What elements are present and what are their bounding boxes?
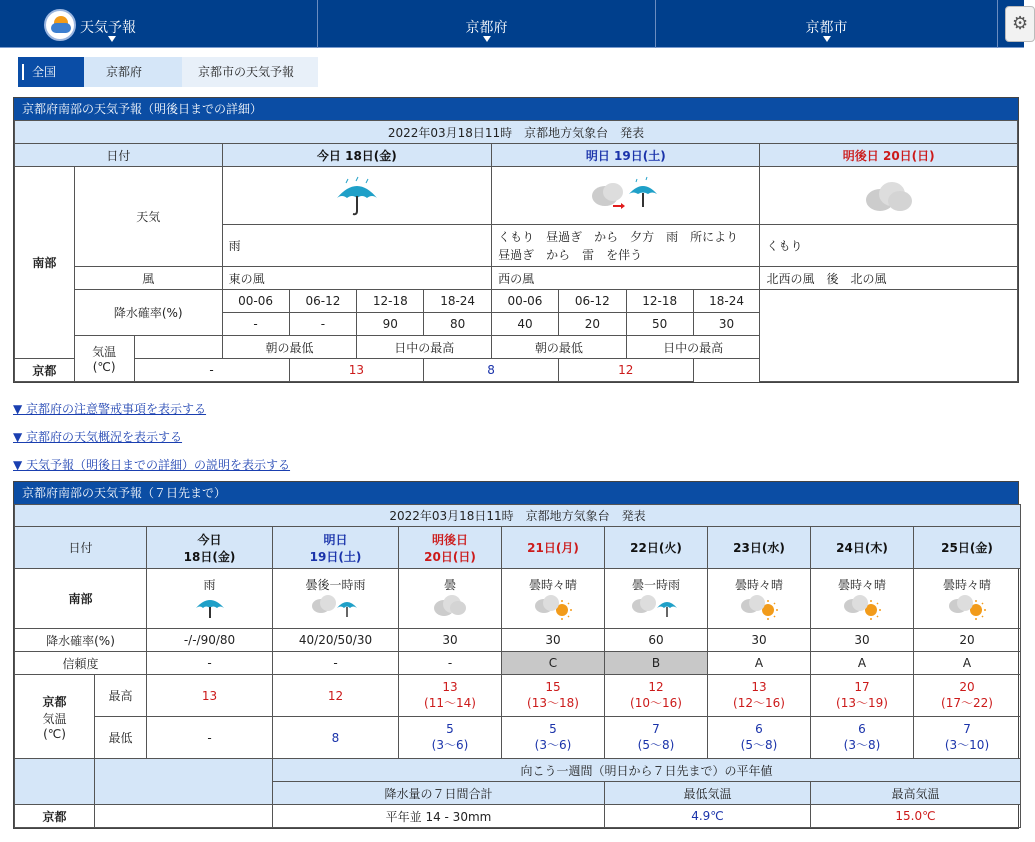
weekly-pop-value: 60 [605, 629, 708, 652]
weekly-weather: 曇時々晴 [708, 569, 811, 629]
region-label: 南部 [15, 167, 75, 359]
normal-heading: 向こう一週間（明日から７日先まで）の平年値 [273, 759, 1021, 782]
cloud-then-rain-icon [591, 176, 661, 216]
normal-col-precip: 降水量の７日間合計 [273, 782, 605, 805]
link-detail-explanation[interactable]: ▼ 天気予報（明後日までの詳細）の説明を表示する [13, 458, 291, 472]
temp-head: 朝の最低 [222, 336, 357, 359]
top-nav [0, 0, 1029, 48]
pop-time: 12-18 [626, 290, 693, 313]
normal-col-max: 最高気温 [811, 782, 1021, 805]
weekly-pop-value: -/-/90/80 [147, 629, 273, 652]
weekly-weather: 曇 [399, 569, 502, 629]
cloud-icon [433, 593, 467, 617]
weather-icon-tomorrow [492, 167, 760, 225]
weekly-rel-value: - [273, 652, 399, 675]
weekly-min-value: 6 (3～8) [811, 717, 914, 759]
weekly-rel-value: B [605, 652, 708, 675]
pop-time: 18-24 [693, 290, 760, 313]
weekly-title: 京都府南部の天気予報（７日先まで） [14, 482, 1018, 504]
weather-logo-icon [44, 9, 76, 41]
temp-head: 日中の最高 [626, 336, 760, 359]
cloud-rain-icon [631, 593, 681, 619]
weekly-min-value: 7 (3～10) [914, 717, 1021, 759]
weekly-max-value: 15 (13～18) [502, 675, 605, 717]
wind-tomorrow: 西の風 [492, 267, 760, 290]
detail-table [14, 120, 1018, 382]
pop-value: - [289, 313, 357, 336]
chevron-down-icon [108, 36, 116, 42]
weather-text-today: 雨 [222, 225, 491, 267]
pop-value: 80 [424, 313, 492, 336]
umbrella-rain-icon [334, 176, 380, 216]
nav-pref-menu[interactable] [318, 0, 656, 48]
weekly-day-header: 25日(金) [914, 527, 1021, 569]
breadcrumb-current: 京都市の天気予報 [182, 57, 318, 87]
pop-value: 20 [558, 313, 626, 336]
day-tomorrow: 明日 19日(土) [492, 144, 760, 167]
weekly-forecast-panel [13, 481, 1019, 829]
weekly-weather: 曇一時雨 [605, 569, 708, 629]
link-warnings[interactable]: ▼ 京都府の注意警戒事項を表示する [13, 402, 207, 416]
detail-issued: 2022年03月18日11時 京都地方気象台 発表 [15, 121, 1018, 144]
settings-icon[interactable]: ⚙ [1005, 6, 1035, 42]
weekly-rel-value: - [399, 652, 502, 675]
weekly-rel-value: - [147, 652, 273, 675]
pop-time: 06-12 [558, 290, 626, 313]
cloud-sun-icon [534, 593, 572, 619]
chevron-down-icon [823, 36, 831, 42]
day-today: 今日 18日(金) [222, 144, 491, 167]
nav-city-menu[interactable] [656, 0, 998, 48]
weekly-min-value: 8 [273, 717, 399, 759]
weekly-max-label: 最高 [95, 675, 147, 717]
weather-icon-today [222, 167, 491, 225]
weekly-day-header: 23日(水) [708, 527, 811, 569]
link-overview[interactable]: ▼ 京都府の天気概況を表示する [13, 430, 183, 444]
cloud-rain-icon [311, 593, 361, 619]
weekly-pop-label: 降水確率(%) [15, 629, 147, 652]
wind-today: 東の風 [222, 267, 491, 290]
weekly-day-header: 今日 18日(金) [147, 527, 273, 569]
pop-value: 50 [626, 313, 693, 336]
pop-time: 12-18 [357, 290, 424, 313]
temp-label: 気温 (℃) [74, 336, 134, 382]
breadcrumb-pref[interactable]: 京都府 [84, 57, 182, 87]
weekly-pop-value: 40/20/50/30 [273, 629, 399, 652]
cloud-sun-icon [740, 593, 778, 619]
weekly-pop-value: 30 [708, 629, 811, 652]
weekly-pop-value: 30 [811, 629, 914, 652]
wind-dayafter: 北西の風 後 北の風 [760, 267, 1018, 290]
city-label: 京都 [15, 359, 75, 382]
weekly-rel-value: C [502, 652, 605, 675]
weather-text-dayafter: くもり [760, 225, 1018, 267]
temp-head: 朝の最低 [492, 336, 627, 359]
nav-pref-label: 京都府 [465, 20, 508, 36]
pop-time: 06-12 [289, 290, 357, 313]
weekly-pop-value: 30 [399, 629, 502, 652]
weekly-pop-value: 30 [502, 629, 605, 652]
temp-value: - [134, 359, 289, 382]
temp-value: 12 [558, 359, 693, 382]
weekly-min-value: 7 (5～8) [605, 717, 708, 759]
pop-time: 00-06 [492, 290, 559, 313]
weekly-day-header: 明日 19日(土) [273, 527, 399, 569]
pop-time: 18-24 [424, 290, 492, 313]
weekly-min-value: 5 (3～6) [399, 717, 502, 759]
weather-text-tomorrow: くもり 昼過ぎ から 夕方 雨 所により 昼過ぎ から 雷 を伴う [492, 225, 760, 267]
weather-icon-dayafter [760, 167, 1018, 225]
weekly-min-value: 5 (3～6) [502, 717, 605, 759]
weekly-max-value: 13 (12～16) [708, 675, 811, 717]
pop-value: 90 [357, 313, 424, 336]
weekly-min-value: 6 (5～8) [708, 717, 811, 759]
normal-city: 京都 [15, 805, 95, 828]
weekly-day-header: 21日(月) [502, 527, 605, 569]
weekly-min-value: - [147, 717, 273, 759]
detail-forecast-panel [13, 97, 1019, 383]
normal-col-min: 最低気温 [605, 782, 811, 805]
temp-head: 日中の最高 [357, 336, 492, 359]
weekly-date-label: 日付 [15, 527, 147, 569]
cloud-sun-icon [843, 593, 881, 619]
cloud-sun-icon [948, 593, 986, 619]
weekly-max-value: 17 (13～19) [811, 675, 914, 717]
weekly-day-header: 24日(木) [811, 527, 914, 569]
nav-forecast-menu[interactable] [0, 0, 318, 48]
nav-city-label: 京都市 [805, 20, 848, 36]
wind-label: 風 [74, 267, 222, 290]
pop-label: 降水確率(%) [74, 290, 222, 336]
cloud-icon [864, 178, 914, 214]
weekly-max-value: 12 [273, 675, 399, 717]
weather-label: 天気 [74, 167, 222, 267]
chevron-down-icon [483, 36, 491, 42]
weekly-max-value: 12 (10～16) [605, 675, 708, 717]
detail-title: 京都府南部の天気予報（明後日までの詳細） [14, 98, 1018, 120]
weekly-issued: 2022年03月18日11時 京都地方気象台 発表 [15, 505, 1021, 527]
weekly-weather: 曇時々晴 [914, 569, 1021, 629]
weekly-min-label: 最低 [95, 717, 147, 759]
weekly-weather: 曇後一時雨 [273, 569, 399, 629]
day-after: 明後日 20日(日) [760, 144, 1018, 167]
weekly-day-header: 明後日 20日(日) [399, 527, 502, 569]
weekly-pop-value: 20 [914, 629, 1021, 652]
pop-value: 40 [492, 313, 559, 336]
weekly-rel-label: 信頼度 [15, 652, 147, 675]
weekly-region: 南部 [15, 569, 147, 629]
pop-time: 00-06 [222, 290, 289, 313]
temp-value: 8 [424, 359, 559, 382]
weekly-max-value: 13 [147, 675, 273, 717]
temp-value: 13 [289, 359, 424, 382]
normal-precip-value: 平年並 14 - 30mm [273, 805, 605, 828]
weekly-rel-value: A [914, 652, 1021, 675]
pop-value: 30 [693, 313, 760, 336]
umbrella-rain-icon [194, 593, 226, 621]
weekly-table [14, 504, 1021, 828]
weekly-rel-value: A [708, 652, 811, 675]
normal-min-value: 4.9℃ [605, 805, 811, 828]
date-label: 日付 [15, 144, 223, 167]
weekly-weather: 雨 [147, 569, 273, 629]
weekly-max-value: 20 (17～22) [914, 675, 1021, 717]
weekly-weather: 曇時々晴 [811, 569, 914, 629]
nav-brand-label: 天気予報 [80, 20, 136, 36]
weekly-max-value: 13 (11～14) [399, 675, 502, 717]
weekly-weather: 曇時々晴 [502, 569, 605, 629]
breadcrumb-national[interactable]: 全国 [14, 57, 84, 87]
weekly-temp-label: 京都 気温 (℃) [15, 675, 95, 759]
pop-value: - [222, 313, 289, 336]
weekly-rel-value: A [811, 652, 914, 675]
normal-max-value: 15.0℃ [811, 805, 1021, 828]
weekly-day-header: 22日(火) [605, 527, 708, 569]
